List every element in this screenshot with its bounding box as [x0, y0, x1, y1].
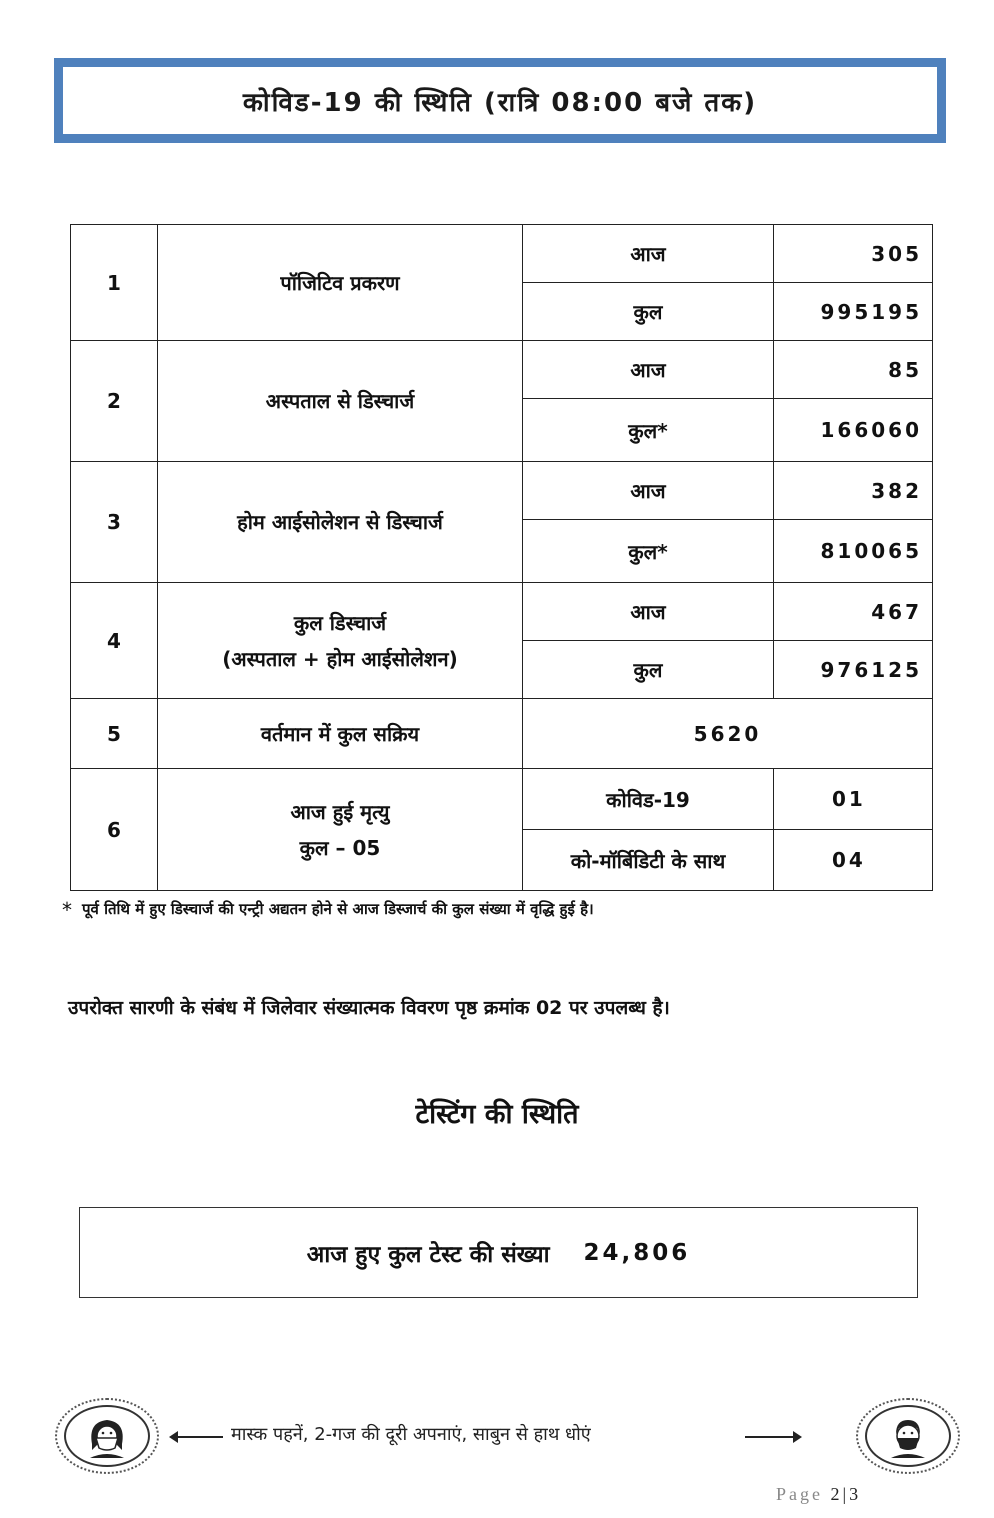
page-total: 3 — [849, 1484, 862, 1504]
testing-label: आज हुए कुल टेस्ट की संख्या — [306, 1241, 550, 1268]
table-row — [71, 341, 933, 399]
masked-woman-icon — [55, 1398, 159, 1474]
description-line-1: कुल डिस्चार्ज — [293, 610, 387, 635]
page-number — [776, 1484, 861, 1505]
row-description — [158, 769, 523, 891]
table-row — [71, 583, 933, 641]
today-label: आज — [523, 341, 774, 399]
comorbidity-death-label: को-मॉर्बिडिटी के साथ — [523, 830, 774, 891]
description-line-2: (अस्पताल + होम आईसोलेशन) — [222, 646, 458, 671]
serial-number: 4 — [71, 583, 158, 699]
total-value: 995195 — [774, 283, 933, 341]
today-label: आज — [523, 583, 774, 641]
footnote — [62, 898, 594, 922]
table-row — [71, 225, 933, 283]
active-cases-value: 5620 — [523, 699, 933, 769]
serial-number: 2 — [71, 341, 158, 462]
today-value: 305 — [774, 225, 933, 283]
today-label: आज — [523, 225, 774, 283]
total-value: 810065 — [774, 520, 933, 583]
reference-text: उपरोक्त सारणी के संबंध में जिलेवार संख्यात्मक विवरण पृष्ठ क्रमांक 02 पर उपलब्ध है। — [68, 997, 670, 1019]
slogan-text: मास्क पहनें, 2-गज की दूरी अपनाएं, साबुन से हाथ धोएं — [231, 1424, 591, 1445]
covid-death-value: 01 — [774, 769, 933, 830]
arrow-right-icon — [793, 1431, 802, 1443]
footnote-star: * — [62, 898, 72, 922]
page-title: कोविड-19 की स्थिति (रात्रि 08:00 बजे तक) — [242, 87, 758, 118]
today-value: 467 — [774, 583, 933, 641]
serial-number: 3 — [71, 462, 158, 583]
description-line-2: कुल – 05 — [299, 835, 381, 860]
description-line-1: आज हुई मृत्यु — [290, 799, 390, 824]
table-row — [71, 769, 933, 830]
total-value: 166060 — [774, 399, 933, 462]
title-banner — [54, 58, 946, 143]
row-description: अस्पताल से डिस्चार्ज — [158, 341, 523, 462]
testing-box — [79, 1207, 918, 1298]
comorbidity-death-value: 04 — [774, 830, 933, 891]
masked-man-icon — [856, 1398, 960, 1474]
title-frame — [61, 65, 939, 136]
today-label: आज — [523, 462, 774, 520]
total-label: कुल* — [523, 399, 774, 462]
slogan-banner — [55, 1398, 960, 1478]
table-row — [71, 462, 933, 520]
testing-value: 24,806 — [583, 1239, 691, 1266]
row-description: पॉजिटिव प्रकरण — [158, 225, 523, 341]
table-row — [71, 699, 933, 769]
arrow-line-right — [745, 1436, 795, 1438]
footnote-text: पूर्व तिथि में हुए डिस्चार्ज की एन्ट्री अद्यतन होने से आज डिस्जार्च की कुल संख्या में वृद्धि हुई है। — [82, 900, 594, 918]
today-value: 85 — [774, 341, 933, 399]
page-current: 2 — [830, 1484, 843, 1504]
total-label: कुल — [523, 283, 774, 341]
serial-number: 6 — [71, 769, 158, 891]
testing-heading: टेस्टिंग की स्थिति — [415, 1099, 579, 1130]
row-description — [158, 583, 523, 699]
page-separator: | — [842, 1484, 850, 1504]
total-value: 976125 — [774, 641, 933, 699]
covid-death-label: कोविड-19 — [523, 769, 774, 830]
row-description: वर्तमान में कुल सक्रिय — [158, 699, 523, 769]
arrow-line-left — [173, 1436, 223, 1438]
today-value: 382 — [774, 462, 933, 520]
page-label: Page — [776, 1484, 823, 1504]
row-description: होम आईसोलेशन से डिस्चार्ज — [158, 462, 523, 583]
serial-number: 1 — [71, 225, 158, 341]
serial-number: 5 — [71, 699, 158, 769]
total-label: कुल* — [523, 520, 774, 583]
total-label: कुल — [523, 641, 774, 699]
covid-status-table — [70, 224, 933, 891]
